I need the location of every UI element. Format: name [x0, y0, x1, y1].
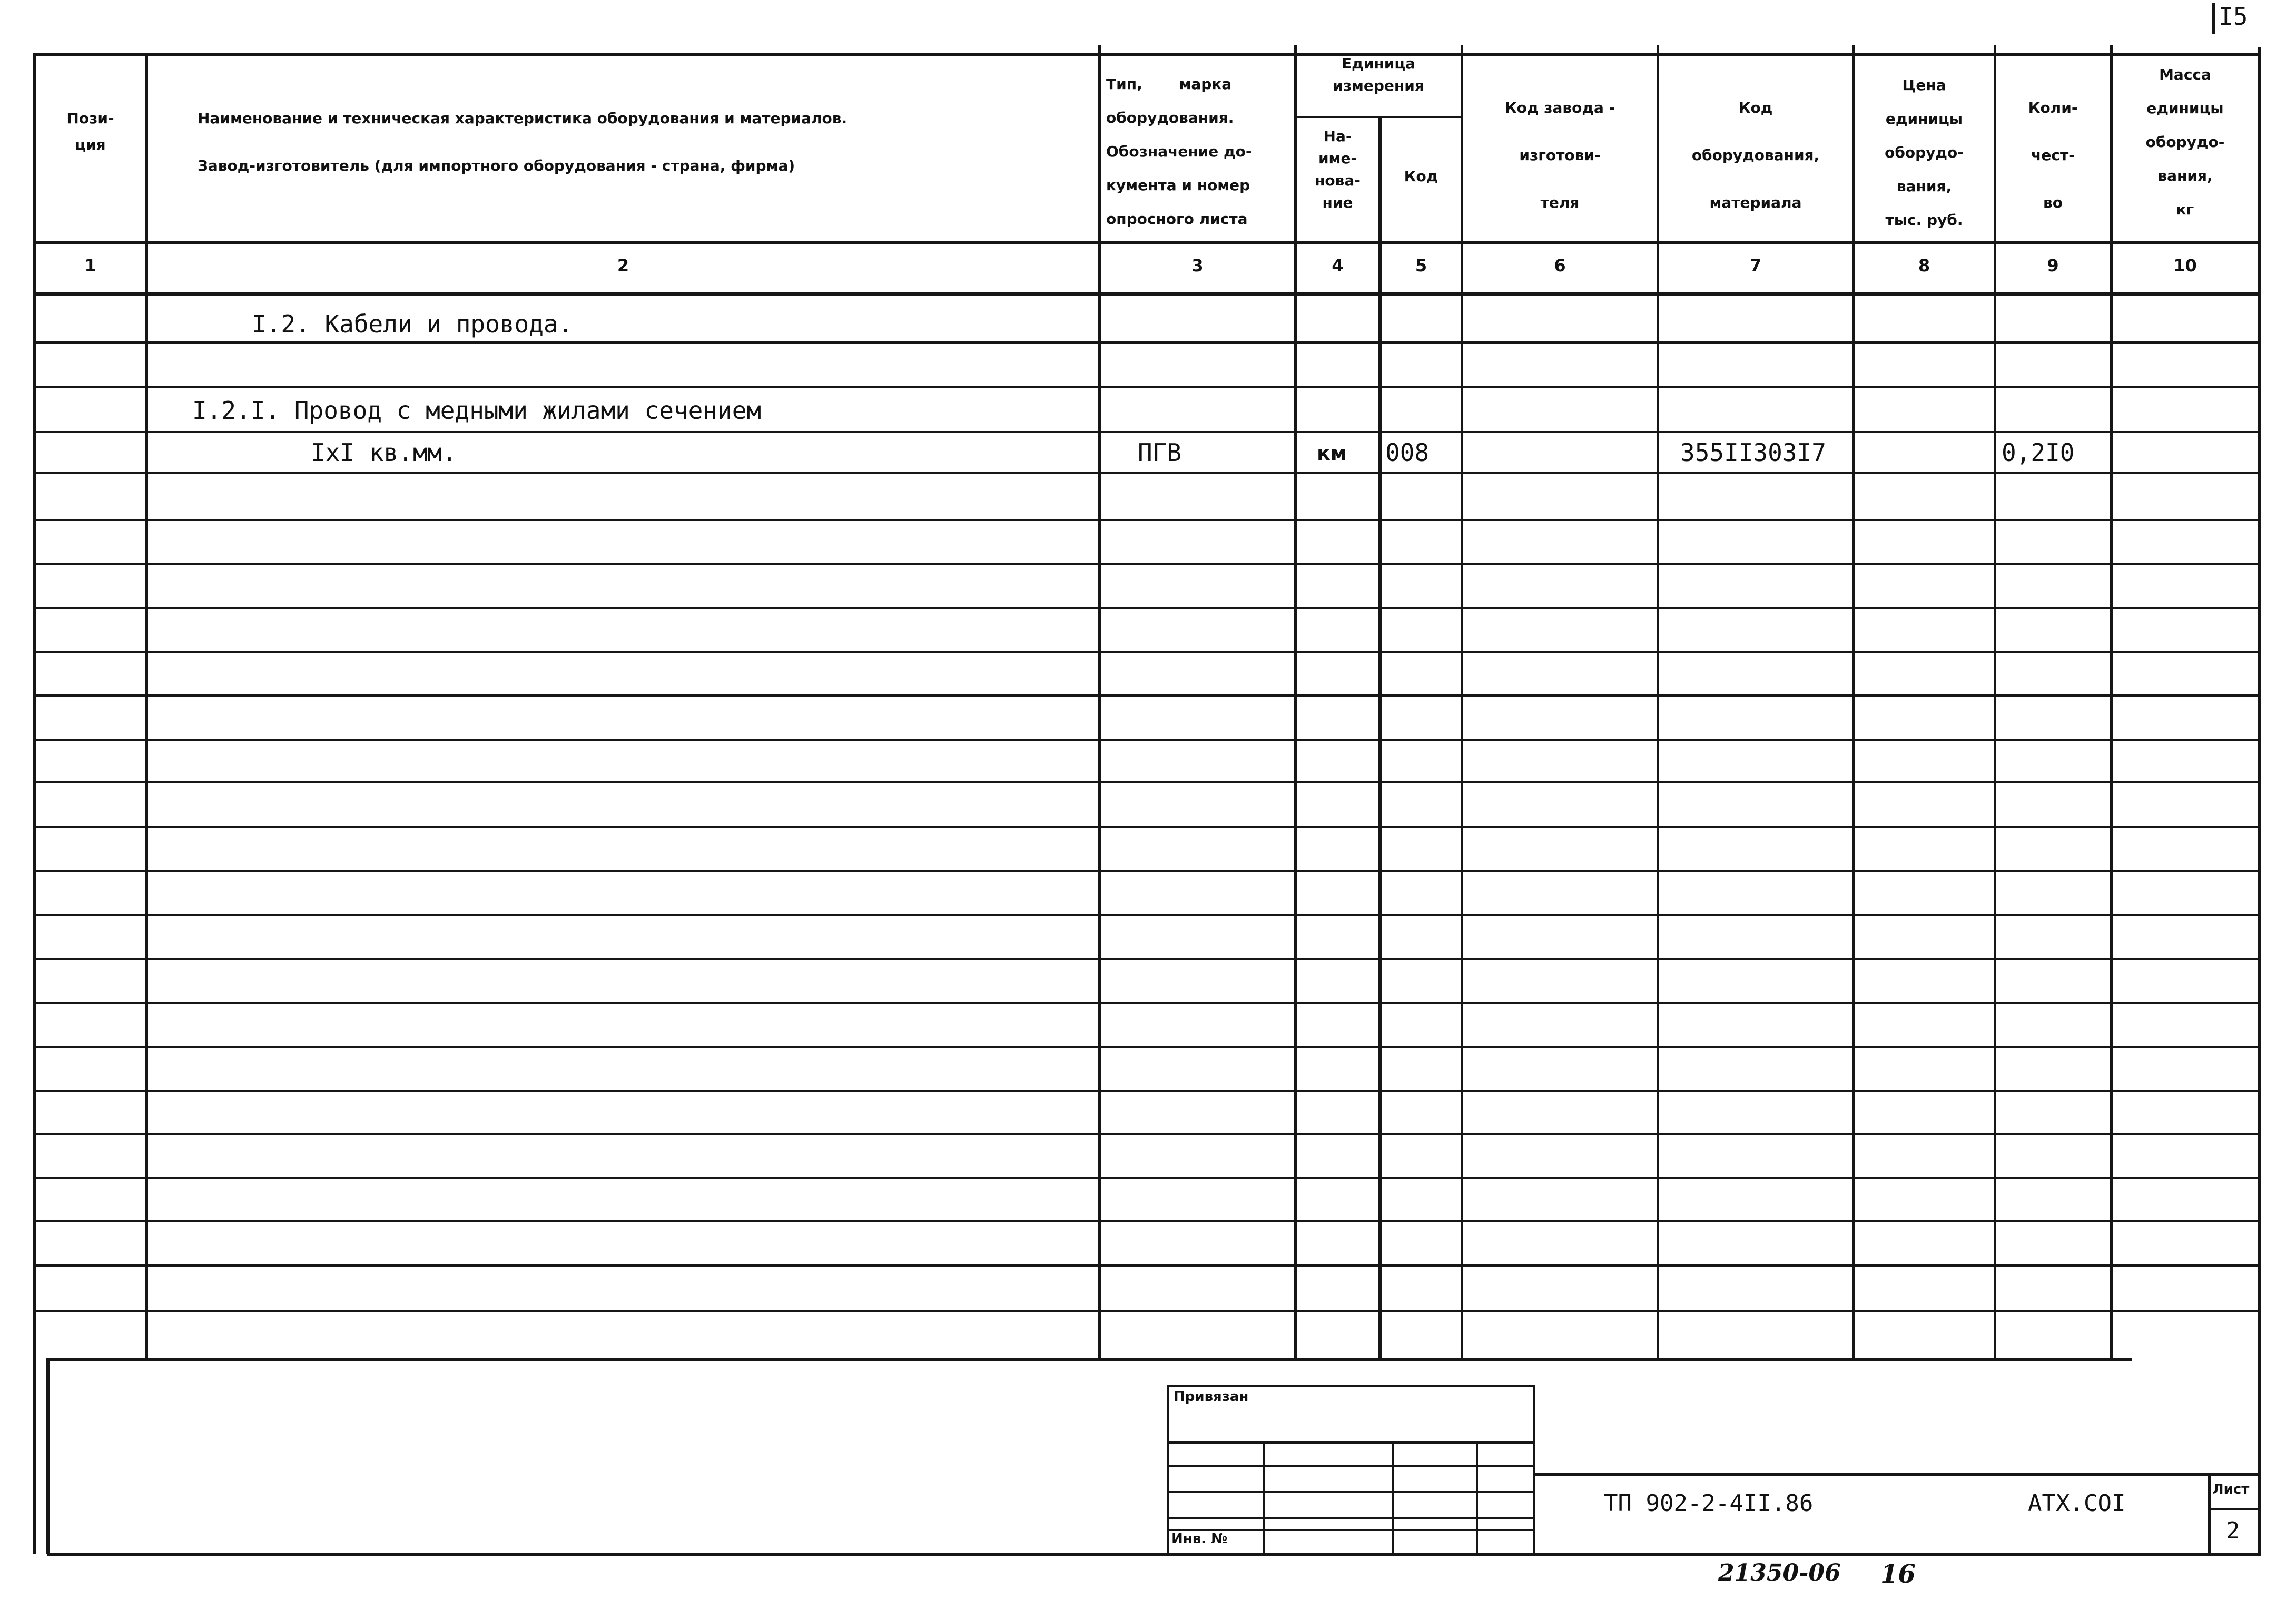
stamp-attached-label: Привязан [1174, 1389, 1249, 1405]
item-type: ПГВ [1138, 438, 1182, 467]
column-number: 2 [617, 256, 629, 276]
header-col-price: Цена единицы оборудо- вания, тыс. руб. [1885, 76, 1964, 229]
table-row-rule [35, 472, 2260, 474]
sheet-number: 2 [2226, 1517, 2240, 1544]
table-row-rule [35, 1310, 2260, 1312]
table-row-rule [35, 341, 2260, 344]
table-row-rule [35, 781, 2260, 783]
item-name-line2: IxI кв.мм. [311, 438, 457, 467]
table-row-rule [35, 870, 2260, 872]
table-row-rule [35, 563, 2260, 565]
column-number: 4 [1332, 256, 1344, 276]
header-col-unit-code: Код [1404, 168, 1438, 185]
header-unit-group: Единица измерения [1333, 55, 1424, 94]
page-number: I5 [2219, 2, 2248, 31]
section-title: I.2. Кабели и провода. [252, 310, 573, 338]
album-code: АТХ.СОI [2028, 1490, 2126, 1517]
table-row-rule [35, 607, 2260, 609]
table-row-rule [35, 431, 2260, 433]
column-number: 6 [1554, 256, 1566, 276]
table-row-rule [35, 1177, 2260, 1179]
archive-number: 21350-06 [1718, 1559, 1841, 1586]
document-code: ТП 902-2-4II.86 [1604, 1490, 1814, 1517]
item-quantity: 0,2I0 [2002, 438, 2075, 467]
table-row-rule [35, 1046, 2260, 1048]
table-row-rule [35, 651, 2260, 653]
column-number: 3 [1191, 256, 1204, 276]
table-row-rule [35, 519, 2260, 521]
sheet-label: Лист [2212, 1482, 2250, 1497]
item-unit-code: 008 [1385, 438, 1430, 467]
table-row-rule [35, 1264, 2260, 1267]
stamp-inv-label: Инв. № [1171, 1531, 1228, 1547]
column-number: 8 [1918, 256, 1930, 276]
header-col-plant-code: Код завода - изготови- теля [1504, 99, 1615, 211]
table-row-rule [35, 694, 2260, 697]
archive-sheet: 16 [1880, 1559, 1916, 1589]
table-row-rule [35, 914, 2260, 916]
table-row-rule [35, 826, 2260, 828]
table-row-rule [35, 1133, 2260, 1135]
table-row-rule [35, 958, 2260, 960]
header-col-type: Тип, марка оборудования. Обозначение до- кумента и номер опросного листа [1106, 75, 1252, 228]
header-col-quantity: Коли- чест- во [2028, 99, 2078, 211]
column-number: 9 [2047, 256, 2059, 276]
column-number: 5 [1415, 256, 1427, 276]
header-col-position: Пози- ция [66, 110, 114, 153]
table-row-rule [35, 1002, 2260, 1004]
header-col-unit-name: На- име- нова- ние [1315, 127, 1361, 211]
table-row-rule [35, 1090, 2260, 1092]
header-col-mass: Масса единицы оборудо- вания, кг [2145, 66, 2225, 218]
table-row-rule [35, 1220, 2260, 1222]
table-row-rule [35, 739, 2260, 741]
table-row-rule [35, 386, 2260, 388]
header-col-equipment-code: Код оборудования, материала [1691, 99, 1820, 211]
column-number: 10 [2173, 256, 2197, 276]
item-unit: км [1317, 442, 1347, 465]
column-number: 1 [84, 256, 96, 276]
column-number: 7 [1749, 256, 1762, 276]
item-equipment-code: 355II303I7 [1680, 438, 1826, 467]
header-col-name: Наименование и техническая характеристика оборудования и материалов. Завод-изготовитель (для импортного оборудования - страна, фирма) [198, 110, 848, 174]
item-name-line1: I.2.I. Провод с медными жилами сечением [192, 396, 762, 425]
